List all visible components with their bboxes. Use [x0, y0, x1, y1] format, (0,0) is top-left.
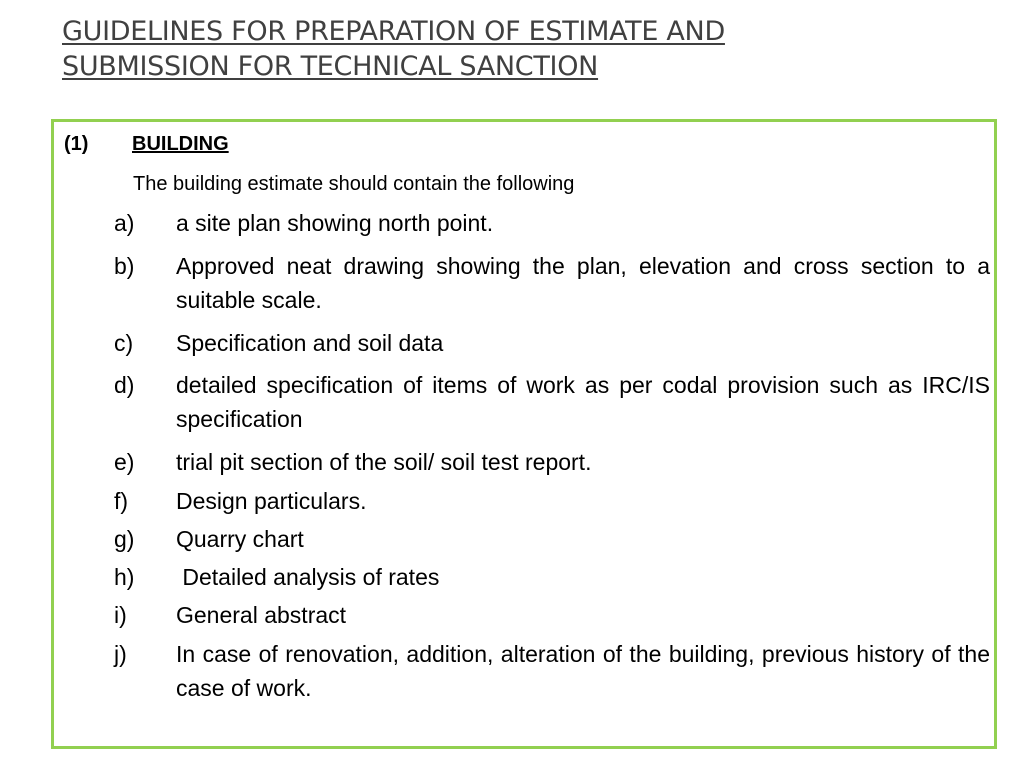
list-item-letter: d): [114, 372, 135, 398]
list-item-text: detailed specification of items of work as per codal provision such as IRC/IS specification: [176, 372, 990, 432]
section-heading: [64, 130, 229, 158]
list-item-text: Approved neat drawing showing the plan, elevation and cross section to a suitable scale.: [176, 253, 990, 313]
page-title: [62, 14, 1002, 84]
page-title-line-2: SUBMISSION FOR TECHNICAL SANCTION: [62, 51, 599, 82]
list-item: [114, 522, 990, 556]
list-item-text: Design particulars.: [176, 488, 367, 514]
list-item: [114, 598, 990, 632]
list-item-letter: f): [114, 488, 129, 514]
list-item-letter: c): [114, 330, 134, 356]
section-intro: The building estimate should contain the following: [133, 173, 575, 195]
list-item: [114, 368, 990, 436]
list-item-letter: b): [114, 253, 135, 279]
content-box: [51, 119, 997, 749]
list-item-letter: i): [114, 602, 127, 628]
list-item-text: Detailed analysis of rates: [176, 564, 440, 590]
list-item: [114, 560, 990, 594]
list-item-letter: a): [114, 210, 135, 236]
list-item-text: a site plan showing north point.: [176, 210, 494, 236]
list-item-text: Quarry chart: [176, 526, 304, 552]
list-item: [114, 326, 990, 360]
section-number: (1): [64, 133, 89, 155]
list-item-letter: j): [114, 641, 127, 667]
list-item-letter: h): [114, 564, 135, 590]
list-item: [114, 249, 990, 317]
list-item: [114, 445, 990, 479]
list-item-letter: g): [114, 526, 135, 552]
list-item-text: Specification and soil data: [176, 330, 444, 356]
list-item-text: In case of renovation, addition, alteration of the building, previous history of the case of work.: [176, 641, 990, 701]
list-item: [114, 206, 990, 240]
page-title-line-1: GUIDELINES FOR PREPARATION OF ESTIMATE AND: [62, 16, 725, 47]
list-item: [114, 484, 990, 518]
section-heading-label: BUILDING: [132, 133, 229, 155]
list-item-text: General abstract: [176, 602, 347, 628]
list-item: [114, 637, 990, 705]
list-item-text: trial pit section of the soil/ soil test report.: [176, 449, 592, 475]
list-item-letter: e): [114, 449, 135, 475]
